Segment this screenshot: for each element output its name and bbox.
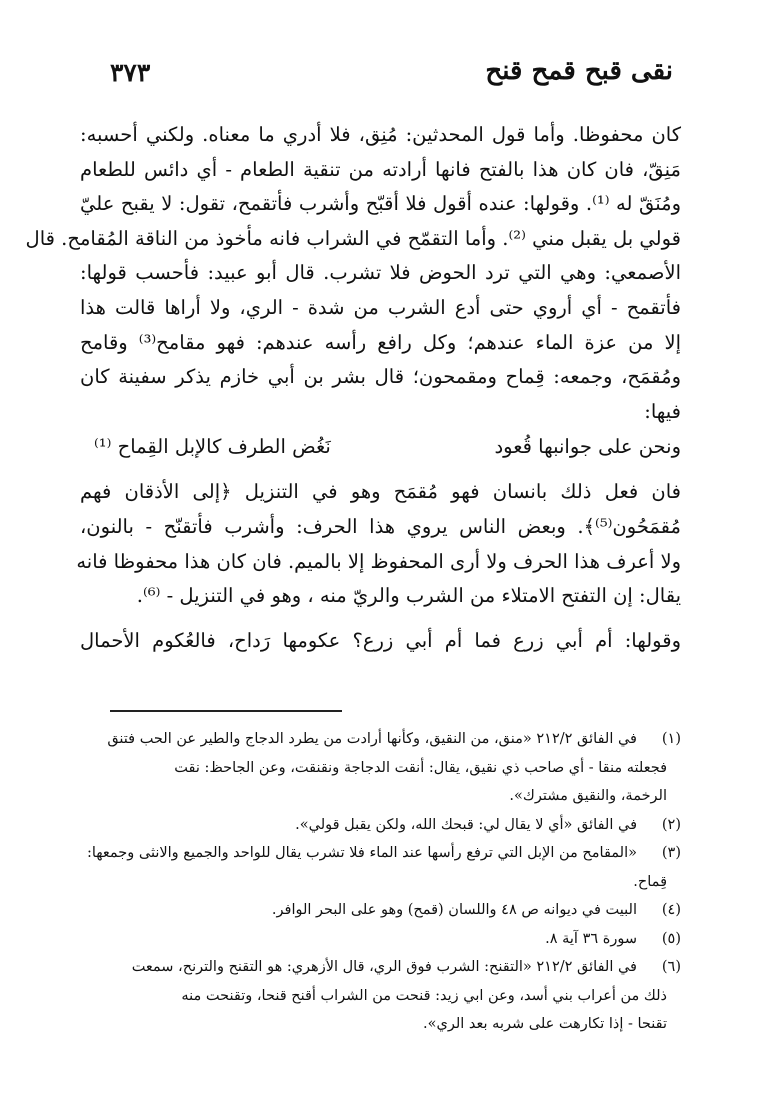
footnote-text: «المقامح من الإبل التي ترفع رأسها عند الماء فلا تشرب يقال للواحد والجميع والانثى وجمعها: xyxy=(86,845,637,861)
text-line: قولي بل يقبل مني ⁽²⁾. وأما التقمّح في الشراب فانه مأخوذ من الناقة المُقامح. قال xyxy=(25,226,681,250)
footnote-separator xyxy=(110,710,342,712)
page-header xyxy=(110,56,673,96)
text-line: فيها: xyxy=(644,399,681,423)
text-line: مَنِقّ، فان كان هذا بالفتح فانها أرادته من تنقية الطعام - أي دائس للطعام xyxy=(80,157,681,181)
footnotes xyxy=(70,725,681,1039)
footnote-4 xyxy=(70,896,681,925)
footnote-text: قِماح. xyxy=(633,873,667,890)
footnote-5 xyxy=(70,925,681,954)
page-number: ٣٧٣ xyxy=(110,58,151,87)
footnote-number: (١) xyxy=(661,731,681,747)
footnote-6 xyxy=(70,953,681,1039)
footnote-number: (٦) xyxy=(661,959,681,975)
main-text xyxy=(25,118,682,658)
footnote-text: في الفائق «أي لا يقال لي: قبحك الله، ولكن يقبل قولي». xyxy=(295,816,637,833)
footnote-text: تقنحا - إذا تكارهت على شربه بعد الري». xyxy=(423,1016,667,1032)
footnote-text: ذلك من أعراب بني أسد، وعن ابي زيد: قنحت من الشراب أقنح قنحا، وتقنحت منه xyxy=(181,987,667,1004)
poetry-verse xyxy=(80,429,681,465)
footnote-number: (٢) xyxy=(661,816,681,833)
footnote-text: الرخمة، والنقيق مشترك». xyxy=(509,788,667,804)
footnote-number: (٥) xyxy=(661,930,681,947)
text-line: ومُقمَح، وجمعه: قِماح ومقمحون؛ قال بشر بن أبي خازم يذكر سفينة كان xyxy=(80,365,681,389)
text-line: ومُنَقّ له ⁽¹⁾. وقولها: عنده أقول فلا أقبّح وأشرب فأتقمح، تقول: لا يقبح عليّ xyxy=(80,192,682,216)
verse-second-hemistich: نَغُض الطرف كالإبل القِماح ⁽¹⁾ xyxy=(94,435,331,459)
text-line: يقال: إن التفتح الامتلاء من الشرب والريّ منه ، وهو في التنزيل - ⁽⁶⁾. xyxy=(136,584,681,608)
text-line: ولا أعرف هذا الحرف ولا أرى المحفوظ إلا بالميم. فان كان هذا محفوظا فانه xyxy=(76,549,681,573)
text-line: وقولها: أم أبي زرع فما أم أبي زرع؟ عكومها رَداح، فالعُكوم الأحمال xyxy=(80,628,681,652)
text-line: فأتقمح - أي أروي حتى أدع الشرب من شدة - الري، ولا أراها قالت هذا xyxy=(80,295,681,319)
verse-first-hemistich: ونحن على جوانبها قُعود xyxy=(494,435,681,459)
footnote-text: في الفائق ٢١٢/٢ «منق، من النقيق، وكأنها أرادت من يطرد الدجاج والطير عن الحب فتنق xyxy=(107,731,637,747)
text-line: مُقمَحُون⁽⁵⁾﴾. وبعض الناس يروي هذا الحرف: وأشرب فأتقنّح - بالنون، xyxy=(80,514,681,538)
footnote-number: (٣) xyxy=(661,845,681,861)
footnote-text: سورة ٣٦ آية ٨. xyxy=(545,930,637,947)
footnote-text: في الفائق ٢١٢/٢ «التقنح: الشرب فوق الري، قال الأزهري: هو التقنح والترنح، سمعت xyxy=(131,959,637,975)
text-line: الأصمعي: وهي التي ترد الحوض فلا تشرب. قال أبو عبيد: فأحسب قولها: xyxy=(80,261,681,285)
footnote-3 xyxy=(70,839,681,896)
header-title: نقى قبح قمح قنح xyxy=(485,56,673,86)
footnote-text: البيت في ديوانه ص ٤٨ واللسان (قمح) وهو على البحر الوافر. xyxy=(271,902,637,918)
footnote-text: فجعلته منقا - أي صاحب ذي نقيق، يقال: أنقت الدجاجة ونقنقت، وعن الجاحظ: نقت xyxy=(174,759,667,776)
footnote-2 xyxy=(70,811,681,840)
footnote-number: (٤) xyxy=(661,902,681,918)
text-line: إلا من عزة الماء عندهم؛ وكل رافع رأسه عندهم: فهو مقامح⁽³⁾ وقامح xyxy=(80,330,681,354)
text-line: كان محفوظا. وأما قول المحدثين: مُنِق، فلا أدري ما معناه. ولكني أحسبه: xyxy=(80,123,681,146)
text-line: فان فعل ذلك بانسان فهو مُقمَح وهو في التنزيل ﴿إلى الأذقان فهم xyxy=(80,480,681,504)
footnote-1 xyxy=(70,725,681,811)
